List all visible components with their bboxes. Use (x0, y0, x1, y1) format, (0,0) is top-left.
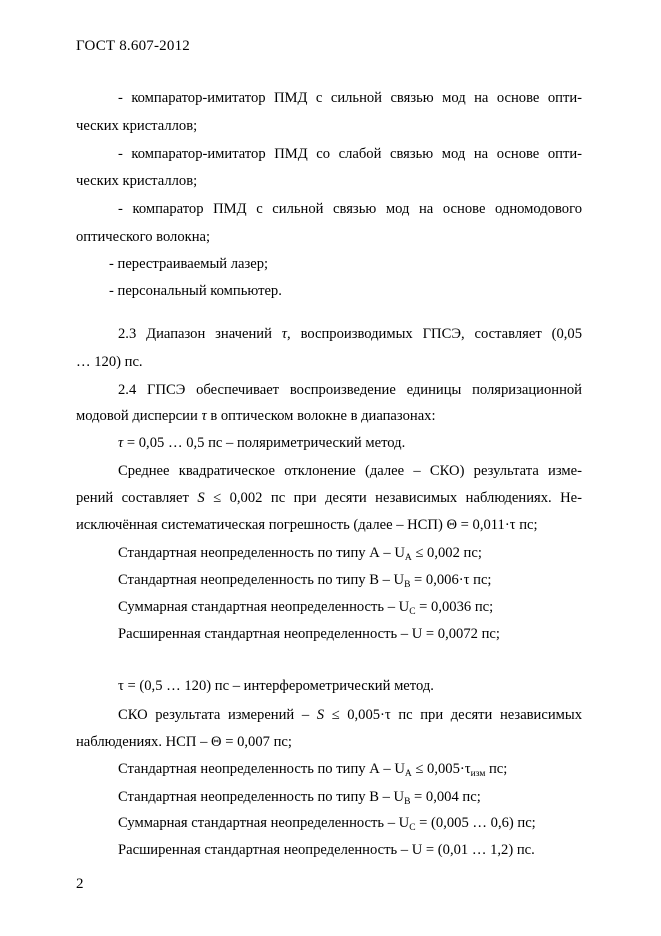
section-2-4-line-1: 2.4 ГПСЭ обеспечивает воспроизведение единицы поляризационной (118, 382, 582, 398)
range1-ext: Расширенная стандартная неопределенность – U = 0,0072 пс; (118, 626, 500, 642)
list-item-1-line-2: ческих кристаллов; (76, 118, 198, 134)
list-item-4: - перестраиваемый лазер; (109, 256, 269, 272)
range2-std-b: Стандартная неопределенность по типу $В - U_B = 0,004$ пс; (118, 789, 481, 807)
list-item-3-line-1: - компаратор ПМД с сильной связью мод на основе одномодового (118, 201, 582, 217)
range1-nsp-line: исключённая систематическая погрешность (далее – НСП) Θ = 0,011·τ пс; (76, 517, 538, 533)
range2-heading: τ = (0,5 … 120) пс – интерферометрический метод. (118, 678, 434, 694)
list-item-5: - персональный компьютер. (109, 283, 282, 299)
section-2-4-line-2: модовой дисперсии τ в оптическом волокне в диапазонах: (76, 408, 436, 424)
list-item-2-line-2: ческих кристаллов; (76, 173, 198, 189)
range1-std-b: Стандартная неопределенность по типу $В - U_B = 0,006\cdot\tau$ пс; (118, 572, 492, 590)
range1-std-a: Стандартная неопределенность по типу $А - U_A \le 0,002$ пс; (118, 545, 482, 563)
range2-ext: Расширенная стандартная неопределенность – U = (0,01 … 1,2) пс. (118, 842, 535, 858)
range1-heading: τ = 0,05 … 0,5 пс – поляриметрический метод. (118, 435, 406, 451)
range1-sko-line-1: Среднее квадратическое отклонение (далее – СКО) результата изме- (118, 463, 582, 479)
section-2-3-line-2: … 120) пс. (76, 354, 143, 370)
list-item-2-line-1: - компаратор-имитатор ПМД со слабой связью мод на основе опти- (118, 146, 582, 162)
range1-sum: Суммарная стандартная неопределенность – $U_C = 0,0036$ пс; (118, 599, 494, 617)
range2-sko-line-1: СКО результата измерений – S ≤ 0,005·τ пс при десяти независимых (118, 707, 582, 723)
section-2-3-line-1: 2.3 Диапазон значений τ, воспроизводимых ГПСЭ, составляет (0,05 (118, 326, 582, 342)
range2-std-a: Стандартная неопределенность по типу $А - U_A \le 0,005\cdot\tau_{изм}$ пс; (118, 761, 508, 779)
list-item-3-line-2: оптического волокна; (76, 229, 211, 245)
range2-sko-line-2: наблюдениях. НСП – Θ = 0,007 пс; (76, 734, 292, 750)
range2-sum: Суммарная стандартная неопределенность – $U_C = (0,005$ … 0,6) пс; (118, 815, 536, 833)
document-header: ГОСТ 8.607-2012 (76, 38, 190, 54)
range1-sko-line-2: рений составляет S ≤ 0,002 пс при десяти независимых наблюдениях. Не- (76, 490, 583, 506)
list-item-1-line-1: - компаратор-имитатор ПМД с сильной связью мод на основе опти- (118, 90, 582, 106)
page-number: 2 (76, 876, 84, 892)
